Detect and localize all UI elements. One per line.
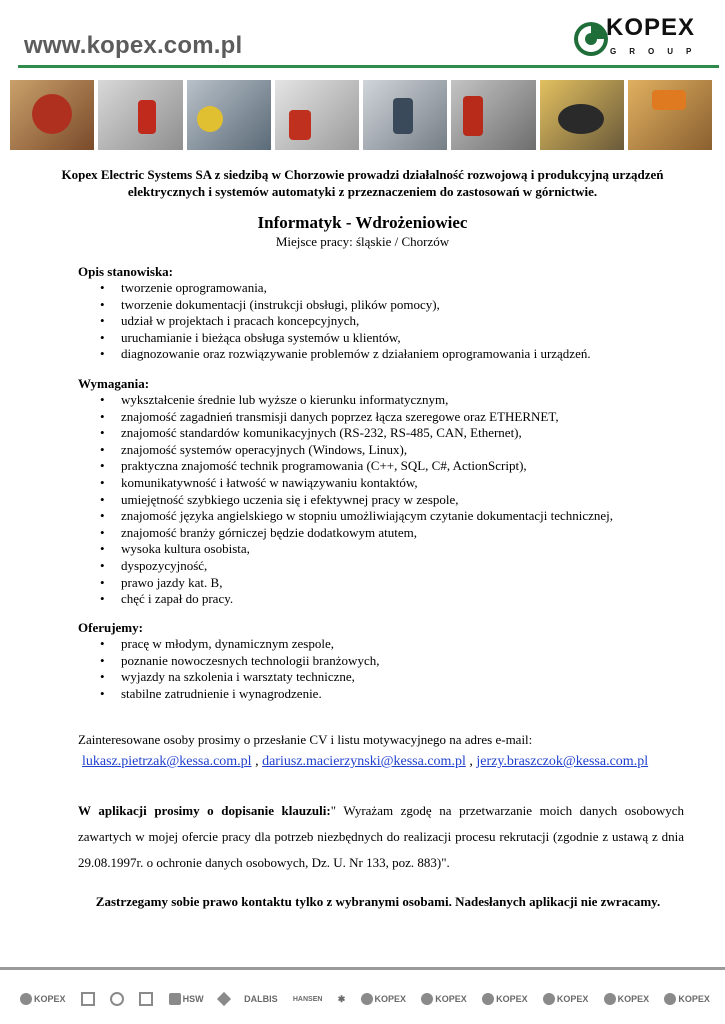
clause-text: " Wyrażam zgodę na przetwarzanie moich danych osobowych zawartych w mojej ofercie pracy dla potrzeb niezbędnych do realizacji procesu rekrutacji (zgodnie z ustawą z dnia 29.08.1997r. o ochronie danych osobowych, Dz. U. Nr 133, poz. 883)". [78,803,684,870]
email-link[interactable]: dariusz.macierzynski@kessa.com.pl [262,754,466,769]
email-separator: , [465,754,477,769]
email-link[interactable]: lukasz.pietrzak@kessa.com.pl [82,754,252,769]
industrial-photo-icon [10,80,94,150]
list-item: • wykształcenie średnie lub wyższe o kierunku informatycznym, [78,392,698,409]
list-item: • tworzenie dokumentacji (instrukcji obsługi, plików pomocy), [78,297,698,314]
list-item: • praktyczna znajomość technik programowania (C++, SQL, C#, ActionScript), [78,458,698,475]
kopex-mark-icon: KOPEX [421,993,467,1005]
list-item: • tworzenie oprogramowania, [78,280,698,297]
privacy-clause [78,798,684,876]
kopex-mark-icon: KOPEX [361,993,407,1005]
kopex-mark-icon [572,20,610,58]
list-item: • chęć i zapał do pracy. [78,591,698,608]
list-item: • znajomość systemów operacyjnych (Windows, Linux), [78,442,698,459]
list-item: • dyspozycyjność, [78,558,698,575]
logo-name: KOPEX [606,14,696,41]
section-heading: Oferujemy: [78,620,143,635]
list-item: • pracę w młodym, dynamicznym zespole, [78,636,698,653]
photo-banner [10,80,712,150]
kopex-logo [570,14,710,64]
final-note: Zastrzegamy sobie prawo kontaktu tylko z wybranymi osobami. Nadesłanych aplikacji nie zwracamy. [95,894,661,909]
clause-lead: W aplikacji prosimy o dopisanie klauzuli: [78,803,331,818]
email-list [82,754,648,770]
list-item: • diagnozowanie oraz rozwiązywanie problemów z działaniem oprogramowania i urządzeń. [78,346,698,363]
industrial-photo-icon [98,80,182,150]
kopex-mark-icon: KOPEX [664,993,710,1005]
company-circle-icon [110,992,124,1006]
dalbis-mark-icon: DALBIS [244,994,278,1004]
list-item: • stabilne zatrudnienie i wynagrodzenie. [78,686,698,703]
list-item: • umiejętność szybkiego uczenia się i efektywnej pracy w zespole, [78,492,698,509]
company-intro: Kopex Electric Systems SA z siedzibą w Chorzowie prowadzi działalność rozwojową i produkcyjną urządzeń elektrycznych i systemów automatyki z przeznaczeniem do zastosowań w górnictwie. [61,167,664,199]
contact-instructions: Zainteresowane osoby prosimy o przesłanie CV i listu motywacyjnego na adres e-mail: [78,732,533,747]
kopex-mark-icon: KOPEX [20,993,66,1005]
list-item: • prawo jazdy kat. B, [78,575,698,592]
job-location: Miejsce pracy: śląskie / Chorzów [275,234,450,249]
kopex-mark-icon: KOPEX [482,993,528,1005]
section-job-description [78,264,698,363]
email-separator: , [251,754,263,769]
company-star-icon: ✱ [337,993,346,1004]
list-item: • znajomość języka angielskiego w stopniu umożliwiającym czytanie dokumentacji technicznej, [78,508,698,525]
partner-logos [20,986,710,1012]
header-divider [18,65,719,68]
list-item: • znajomość branży górniczej będzie dodatkowym atutem, [78,525,698,542]
industrial-photo-icon [628,80,712,150]
list-item: • poznanie nowoczesnych technologii branżowych, [78,653,698,670]
company-square-icon [81,992,95,1006]
job-title: Informatyk - Wdrożeniowiec [257,213,468,232]
section-offer [78,620,698,702]
kopex-mark-icon: KOPEX [543,993,589,1005]
list-item: • znajomość zagadnień transmisji danych poprzez łącza szeregowe oraz ETHERNET, [78,409,698,426]
section-heading: Wymagania: [78,376,150,391]
list-item: • znajomość standardów komunikacyjnych (RS-232, RS-485, CAN, Ethernet), [78,425,698,442]
industrial-photo-icon [275,80,359,150]
hsw-mark-icon: HSW [169,993,204,1005]
company-square-icon [139,992,153,1006]
kopex-mark-icon: KOPEX [604,993,650,1005]
industrial-photo-icon [451,80,535,150]
list-item: • udział w projektach i pracach koncepcyjnych, [78,313,698,330]
section-requirements [78,376,698,608]
logo-subtitle: GROUP [610,47,705,56]
list-item: • uruchamianie i bieżąca obsługa systemów u klientów, [78,330,698,347]
industrial-photo-icon [363,80,447,150]
list-item: • wyjazdy na szkolenia i warsztaty techniczne, [78,669,698,686]
footer-divider [0,967,725,970]
company-diamond-icon [219,994,229,1004]
section-heading: Opis stanowiska: [78,264,173,279]
site-url[interactable]: www.kopex.com.pl [24,32,243,59]
email-link[interactable]: jerzy.braszczok@kessa.com.pl [476,754,649,769]
industrial-photo-icon [187,80,271,150]
list-item: • wysoka kultura osobista, [78,541,698,558]
list-item: • komunikatywność i łatwość w nawiązywaniu kontaktów, [78,475,698,492]
hansen-mark-icon: HANSEN [292,995,323,1003]
industrial-photo-icon [540,80,624,150]
